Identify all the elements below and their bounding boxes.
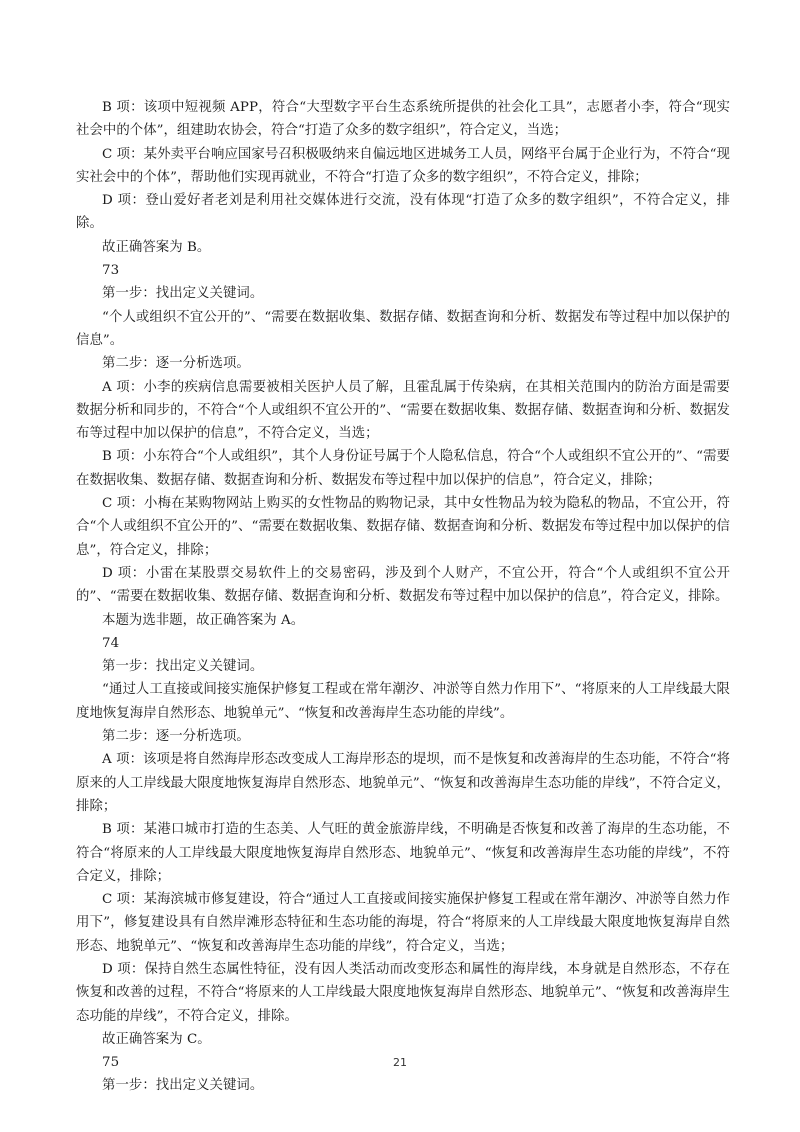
paragraph-q72-option-b: B 项：该项中短视频 APP，符合“大型数字平台生态系统所提供的社会化工具”，志愿者小李，符合“现实社会中的个体”，组建助农协会，符合“打造了众多的数字组织”，符合定义，当选； xyxy=(76,100,730,139)
question-number-73: 73 xyxy=(102,263,120,279)
paragraph-q74-option-b: B 项：某港口城市打造的生态美、人气旺的黄金旅游岸线，不明确是否恢复和改善了海岸的生态功能，不符合“将原来的人工岸线最大限度地恢复海岸自然形态、地貌单元”、“恢复和改善海岸生态功能的岸线”，不符合定义，排除； xyxy=(76,822,730,884)
document-body xyxy=(76,96,730,1098)
paragraph-q72-answer: 故正确答案为 B。 xyxy=(102,239,211,255)
paragraph-q74-step2: 第二步：逐一分析选项。 xyxy=(102,729,250,745)
paragraph-q74-option-a: A 项：该项是将自然海岸形态改变成人工海岸形态的堤坝，而不是恢复和改善海岸的生态功能，不符合“将原来的人工岸线最大限度地恢复海岸自然形态、地貌单元”、“恢复和改善海岸生态功能的岸线”，不符合定义，排除； xyxy=(76,752,730,814)
page-number: 21 xyxy=(393,1056,407,1069)
paragraph-q73-step1: 第一步：找出定义关键词。 xyxy=(102,286,264,302)
paragraph-q74-option-c: C 项：某海滨城市修复建设，符合“通过人工直接或间接实施保护修复工程或在常年潮汐、冲淤等自然力作用下”，修复建设具有自然岸滩形态特征和生态功能的海堤，符合“将原来的人工岸线最大限度地恢复海岸自然形态、地貌单元”、“恢复和改善海岸生态功能的岸线”，符合定义，当选； xyxy=(76,892,730,954)
paragraph-q74-keywords: “通过人工直接或间接实施保护修复工程或在常年潮汐、冲淤等自然力作用下”、“将原来的人工岸线最大限度地恢复海岸自然形态、地貌单元”、“恢复和改善海岸生态功能的岸线”。 xyxy=(76,682,730,721)
paragraph-q73-option-b: B 项：小东符合“个人或组织”，其个人身份证号属于个人隐私信息，符合“个人或组织不宜公开的”、“需要在数据收集、数据存储、数据查询和分析、数据发布等过程中加以保护的信息”，符合定义，排除； xyxy=(76,449,730,488)
paragraph-q73-step2: 第二步：逐一分析选项。 xyxy=(102,356,250,372)
paragraph-q73-answer: 本题为选非题，故正确答案为 A。 xyxy=(102,612,305,628)
paragraph-q74-option-d: D 项：保持自然生态属性特征，没有因人类活动而改变形态和属性的海岸线，本身就是自然形态，不存在恢复和改善的过程，不符合“将原来的人工岸线最大限度地恢复海岸自然形态、地貌单元”、“恢复和改善海岸生态功能的岸线”，不符合定义，排除。 xyxy=(76,961,730,1024)
question-number-75: 75 xyxy=(102,1055,120,1071)
paragraph-q72-option-c: C 项：某外卖平台响应国家号召积极吸纳来自偏远地区进城务工人员，网络平台属于企业行为，不符合“现实社会中的个体”，帮助他们实现再就业，不符合“打造了众多的数字组织”，不符合定义，排除； xyxy=(76,146,730,185)
paragraph-q74-answer: 故正确答案为 C。 xyxy=(102,1031,211,1047)
paragraph-q73-option-d: D 项：小雷在某股票交易软件上的交易密码，涉及到个人财产，不宜公开，符合“个人或组织不宜公开的”、“需要在数据收集、数据存储、数据查询和分析、数据发布等过程中加以保护的信息”，符合定义，排除。 xyxy=(76,565,730,605)
paragraph-q73-keywords: “个人或组织不宜公开的”、“需要在数据收集、数据存储、数据查询和分析、数据发布等过程中加以保护的信息”。 xyxy=(76,309,730,348)
paragraph-q74-step1: 第一步：找出定义关键词。 xyxy=(102,659,264,675)
question-number-74: 74 xyxy=(102,635,120,651)
paragraph-q72-option-d: D 项：登山爱好者老刘是利用社交媒体进行交流，没有体现“打造了众多的数字组织”，不符合定义，排除。 xyxy=(76,193,730,232)
paragraph-q73-option-a: A 项：小李的疾病信息需要被相关医护人员了解，且霍乱属于传染病，在其相关范围内的防治方面是需要数据分析和同步的，不符合“个人或组织不宜公开的”、“需要在数据收集、数据存储、数据查询和分析、数据发布等过程中加以保护的信息”，不符合定义，当选； xyxy=(76,379,730,442)
paragraph-q73-option-c: C 项：小梅在某购物网站上购买的女性物品的购物记录，其中女性物品为较为隐私的物品，不宜公开，符合“个人或组织不宜公开的”、“需要在数据收集、数据存储、数据查询和分析、数据发布等过程中加以保护的信息”，符合定义，排除； xyxy=(76,496,730,558)
paragraph-q75-step1: 第一步：找出定义关键词。 xyxy=(102,1078,264,1094)
